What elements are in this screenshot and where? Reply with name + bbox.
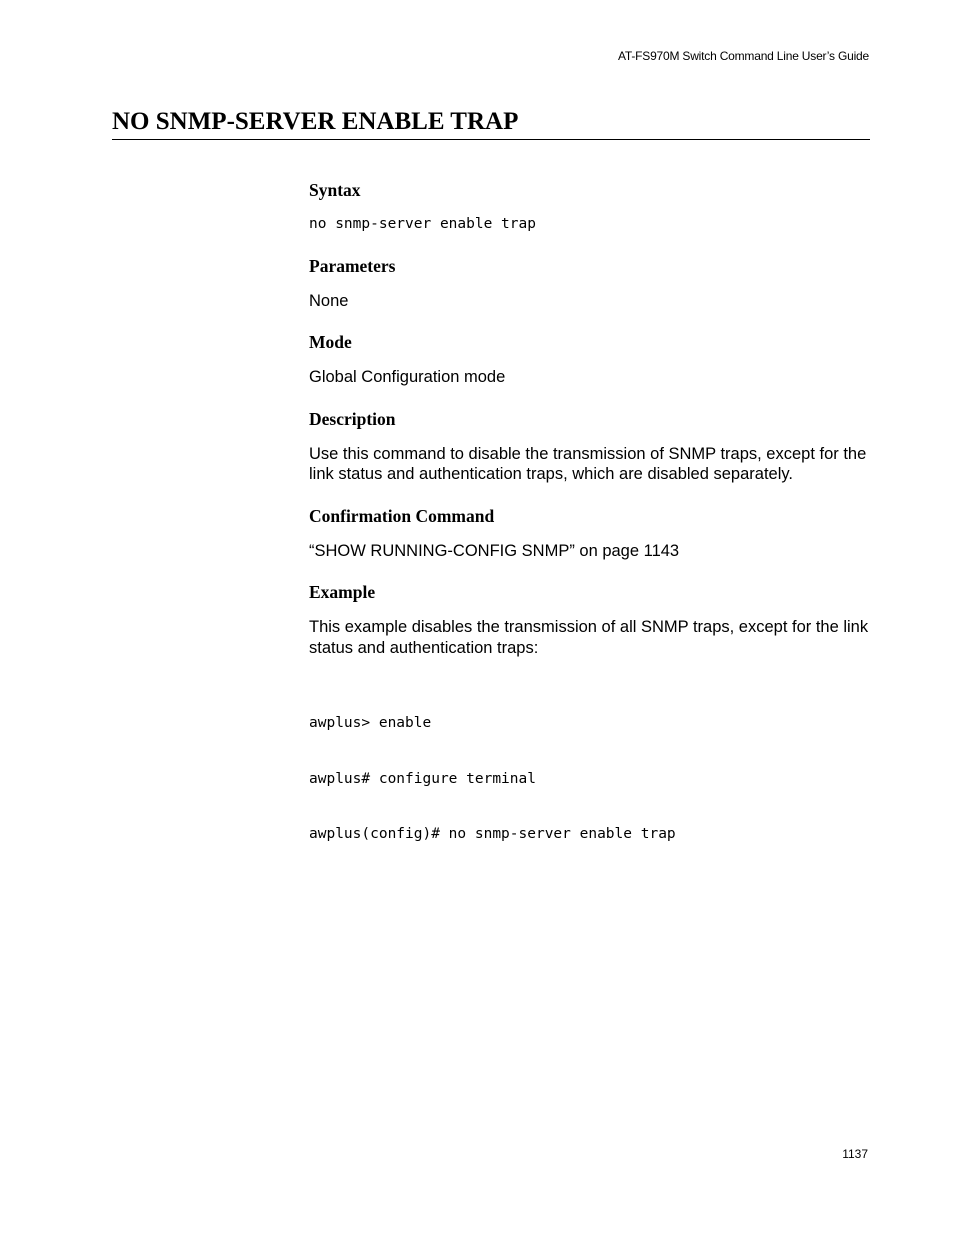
running-header: AT-FS970M Switch Command Line User’s Guide — [617, 49, 869, 63]
confirmation-command-heading: Confirmation Command — [309, 505, 495, 526]
parameters-text: None — [309, 291, 349, 310]
syntax-code: no snmp-server enable trap — [309, 216, 536, 232]
page-title: NO SNMP-SERVER ENABLE TRAP — [112, 108, 519, 135]
description-text: Use this command to disable the transmission of SNMP traps, except for the link status and authentication traps, which are disabled separately. — [309, 444, 867, 483]
title-divider — [112, 139, 870, 140]
page-number: 1137 — [842, 1147, 868, 1161]
command-reference-body — [309, 178, 874, 901]
example-code-line: awplus(config)# no snmp-server enable trap — [309, 826, 676, 842]
confirmation-command-link[interactable]: “SHOW RUNNING-CONFIG SNMP” on page 1143 — [309, 541, 680, 560]
example-heading: Example — [309, 582, 376, 602]
mode-text: Global Configuration mode — [309, 368, 506, 386]
syntax-heading: Syntax — [309, 180, 361, 200]
example-code-line: awplus# configure terminal — [309, 770, 536, 787]
description-heading: Description — [309, 408, 396, 429]
example-text: This example disables the transmission of all SNMP traps, except for the link status and authentication traps: — [309, 618, 869, 657]
mode-heading: Mode — [309, 332, 352, 352]
parameters-heading: Parameters — [309, 255, 396, 276]
example-code-line: awplus> enable — [309, 715, 432, 731]
example-code-block — [309, 677, 874, 881]
